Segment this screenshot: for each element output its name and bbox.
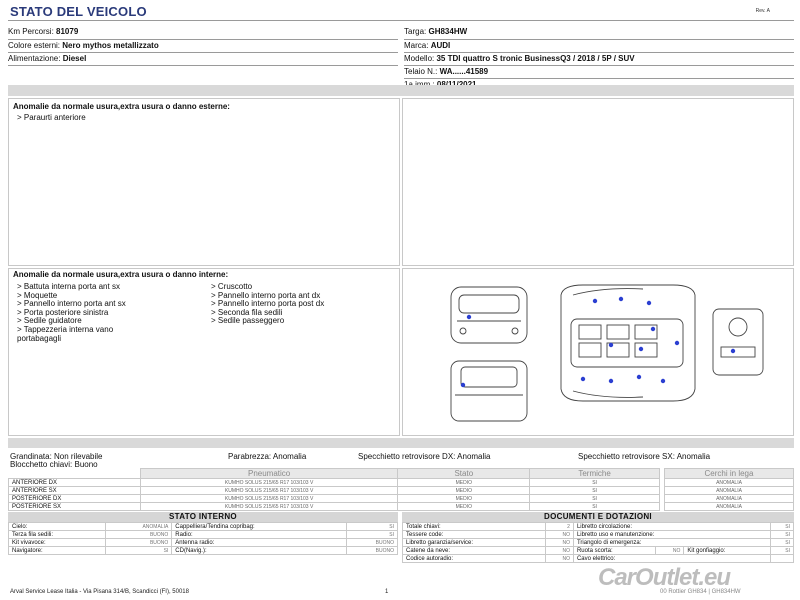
col-pneumatico: Pneumatico — [140, 469, 398, 479]
list-item: > Tappezzeria interna vano — [17, 324, 114, 334]
footer-company: Arval Service Lease Italia - Via Pisana 314/B, Scandicci (FI), 50018 — [10, 589, 189, 595]
internal-anomalies-title: Anomalie da normale usura,extra usura o danno interne: — [13, 270, 229, 279]
parabrezza-status: Parabrezza: Anomalia — [228, 452, 307, 461]
km-value: 81079 — [56, 27, 79, 36]
external-anomalies-title: Anomalie da normale usura,extra usura o danno esterne: — [13, 102, 230, 111]
list-item: > Sedile guidatore — [17, 316, 82, 326]
car-rear-view — [451, 361, 527, 421]
internal-anomalies-panel — [8, 268, 400, 436]
list-item: > Pannello interno porta post dx — [211, 299, 325, 309]
list-item: > Cruscotto — [211, 282, 253, 291]
list-item: > Pannello interno porta ant dx — [211, 290, 321, 300]
telaio-field: Telaio N.: WA......41589 — [404, 67, 489, 76]
list-item: portabagagli — [17, 333, 62, 343]
list-item: > Porta posteriore sinistra — [17, 307, 109, 317]
table-row: Catene da neve: NO Ruota scorta: NO Kit gonfiaggio: SI — [403, 547, 794, 555]
targa-field: Targa: GH834HW — [404, 27, 468, 36]
page-title: STATO DEL VEICOLO — [10, 4, 147, 19]
list-item: > Pannello interno porta ant sx — [17, 299, 126, 309]
modello-field: Modello: 35 TDI quattro S tronic BusinessQ3 / 2018 / 5P / SUV — [404, 54, 635, 63]
grandinata-status: Grandinata: Non rilevabile — [10, 452, 103, 461]
internal-anomalies-col1 — [17, 283, 126, 343]
colore-value: Nero mythos metallizzato — [62, 41, 159, 50]
title-divider — [8, 20, 794, 21]
table-row: Terza fila sedili: BUONO Radio: SI — [9, 531, 398, 539]
table-row: ANOMALIA — [665, 487, 794, 495]
stato-interno-title: STATO INTERNO — [8, 512, 398, 522]
stato-interno-table — [8, 522, 398, 555]
table-row: ANOMALIA — [665, 503, 794, 511]
table-row: Tessere code: NO Libretto uso e manutenzione: SI — [403, 531, 794, 539]
table-row: Totale chiavi: 2 Libretto circolazione: SI — [403, 523, 794, 531]
marca-field: Marca: AUDI — [404, 41, 451, 50]
vehicle-info-left — [8, 27, 398, 66]
footer-page-number: 1 — [385, 589, 389, 595]
colore-field: Colore esterni: Nero mythos metallizzato — [8, 41, 159, 50]
cerchi-table — [664, 468, 794, 511]
km-field: Km Percorsi: 81079 — [8, 27, 79, 36]
telaio-value: WA......41589 — [439, 67, 489, 76]
external-diagram-panel — [402, 98, 794, 266]
specchietto-dx-status: Specchietto retrovisore DX: Anomalia — [358, 452, 491, 461]
table-row: ANTERIORE SX KUMHO SOLUS 215/65 R17 103/103 V MEDIO SI — [9, 487, 660, 495]
table-row: Cielo: ANOMALIA Cappelliera/Tendina copribag: SI — [9, 523, 398, 531]
marca-value: AUDI — [430, 41, 451, 50]
alimentazione-value: Diesel — [62, 54, 87, 63]
damage-markers — [461, 297, 735, 387]
footer-reference: 00 Rottier GH834 | GH834HW — [660, 589, 741, 595]
documenti-title: DOCUMENTI E DOTAZIONI — [402, 512, 794, 522]
table-row: ANTERIORE DX KUMHO SOLUS 215/65 R17 103/103 V MEDIO SI — [9, 479, 660, 487]
modello-value: 35 TDI quattro S tronic BusinessQ3 / 2018 / 5P / SUV — [436, 54, 635, 63]
caroutlet-logo: CarOutlet.eu — [598, 564, 731, 591]
car-damage-diagram-panel — [402, 268, 794, 436]
table-row: Navigatore: SI CD(Navig.): BUONO — [9, 547, 398, 555]
list-item: > Moquette — [17, 290, 58, 300]
vehicle-info-right — [404, 27, 794, 91]
tyres-table — [8, 468, 660, 511]
table-row: POSTERIORE SX KUMHO SOLUS 215/65 R17 103/103 V MEDIO SI — [9, 503, 660, 511]
col-termiche: Termiche — [530, 469, 660, 479]
list-item: > Seconda fila sedili — [211, 307, 283, 317]
table-row: Codice autoradio: NO Cavo elettrico: — [403, 555, 794, 563]
alimentazione-field: Alimentazione: Diesel — [8, 54, 87, 63]
internal-anomalies-col2 — [211, 283, 324, 326]
external-anomalies-list — [17, 114, 399, 123]
col-cerchi: Cerchi in lega — [665, 469, 794, 479]
section-bar — [8, 85, 794, 96]
list-item: > Battuta interna porta ant sx — [17, 282, 120, 291]
section-bar-2 — [8, 438, 794, 448]
documenti-table — [402, 522, 794, 563]
car-diagram-icon — [403, 269, 795, 437]
table-row: Libretto garanzia/service: NO Triangolo di emergenza: SI — [403, 539, 794, 547]
external-anomalies-panel — [8, 98, 400, 266]
blocchetto-status: Blocchetto chiavi: Buono — [10, 460, 98, 469]
list-item: > Paraurti anteriore — [17, 113, 86, 122]
specchietto-sx-status: Specchietto retrovisore SX: Anomalia — [578, 452, 711, 461]
table-row: ANOMALIA — [665, 479, 794, 487]
table-row: Kit vivavoce: BUONO Antenna radio: BUONO — [9, 539, 398, 547]
col-stato: Stato — [398, 469, 530, 479]
table-row: POSTERIORE DX KUMHO SOLUS 215/65 R17 103/103 V MEDIO SI — [9, 495, 660, 503]
table-row: ANOMALIA — [665, 495, 794, 503]
revision-label: Rev. A — [755, 8, 770, 14]
car-dashboard-view — [713, 309, 763, 375]
targa-value: GH834HW — [428, 27, 468, 36]
list-item: > Sedile passeggero — [211, 316, 285, 326]
